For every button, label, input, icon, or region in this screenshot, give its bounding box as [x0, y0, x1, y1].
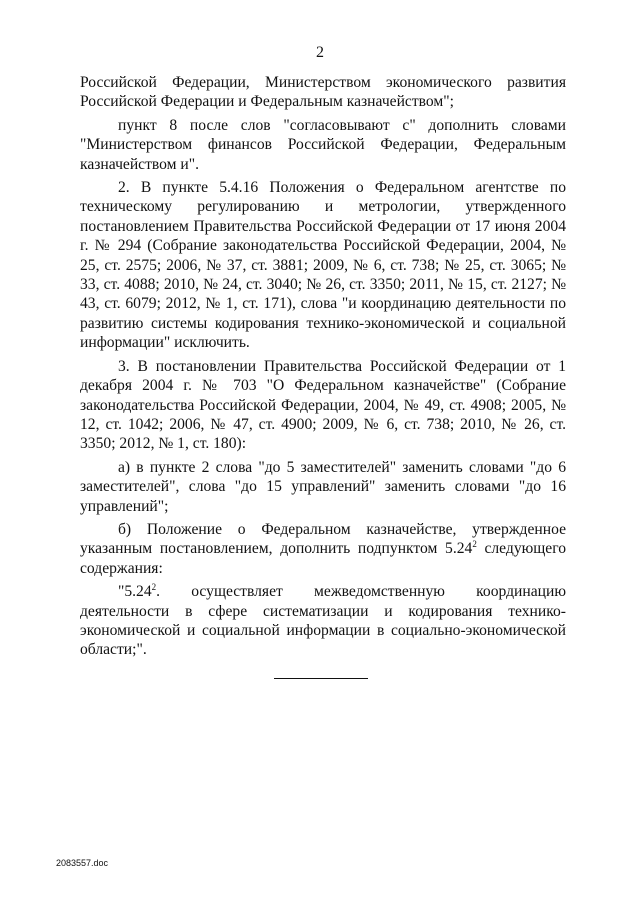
paragraph-continuation: Российской Федерации, Министерством экономического развития Российской Федерации и Федеральным казначейством";	[80, 74, 566, 111]
paragraph-quoted-clause	[80, 582, 566, 660]
paragraph-subitem-a: а) в пункте 2 слова "до 5 заместителей" заменить словами "до 6 заместителей", слова "до 15 управлений" заменить словами "до 16 управлений";	[80, 458, 566, 515]
page-number: 2	[316, 44, 324, 61]
paragraph-subitem-b	[80, 520, 566, 578]
quoted-clause-start: "5.24	[118, 583, 152, 601]
superscript: 2	[151, 582, 157, 593]
footer-filename: 2083557.doc	[56, 858, 109, 868]
paragraph-point-8: пункт 8 после слов "согласовывают с" дополнить словами "Министерством финансов Российской Федерации, Федеральным казначейством и".	[80, 116, 566, 173]
end-separator-line	[274, 678, 368, 679]
paragraph-item-2: 2. В пункте 5.4.16 Положения о Федеральном агентстве по техническому регулированию и метрологии, утвержденного постановлением Правительства Российской Федерации от 17 июня 2004 г. № 294 (Собрание законодательства Российской Федерации, 2004, № 25, ст. 2575; 2006, № 37, ст. 3881; 2009, № 6, ст. 738; № 25, ст. 3065; № 33, ст. 4088; 2010, № 24, ст. 3040; № 26, ст. 3350; 2011, № 15, ст. 2127; № 43, ст. 6079; 2012, № 1, ст. 171), слова "и координацию деятельности по развитию системы кодирования технико-экономической и социальной информации" исключить.	[80, 179, 566, 352]
subitem-b-text-end: следующего содержания:	[80, 540, 567, 577]
document-body	[80, 73, 566, 664]
paragraph-item-3: 3. В постановлении Правительства Российской Федерации от 1 декабря 2004 г. № 703 "О Федеральном казначействе" (Собрание законодательства Российской Федерации, 2004, № 49, ст. 4908; 2005, № 12, ст. 1042; 2006, № 47, ст. 4900; 2009, № 6, ст. 738; 2010, № 26, ст. 3350; 2012, № 1, ст. 180):	[80, 357, 566, 453]
quoted-clause-text: . осуществляет межведомственную координацию деятельности в сфере систематизации и кодирования технико-экономической и социальной информации в социально-экономической области;".	[80, 583, 566, 659]
subitem-b-text: б) Положение о Федеральном казначействе, утвержденное указанным постановлением, дополнить подпунктом 5.24	[80, 520, 566, 558]
superscript: 2	[472, 539, 477, 550]
